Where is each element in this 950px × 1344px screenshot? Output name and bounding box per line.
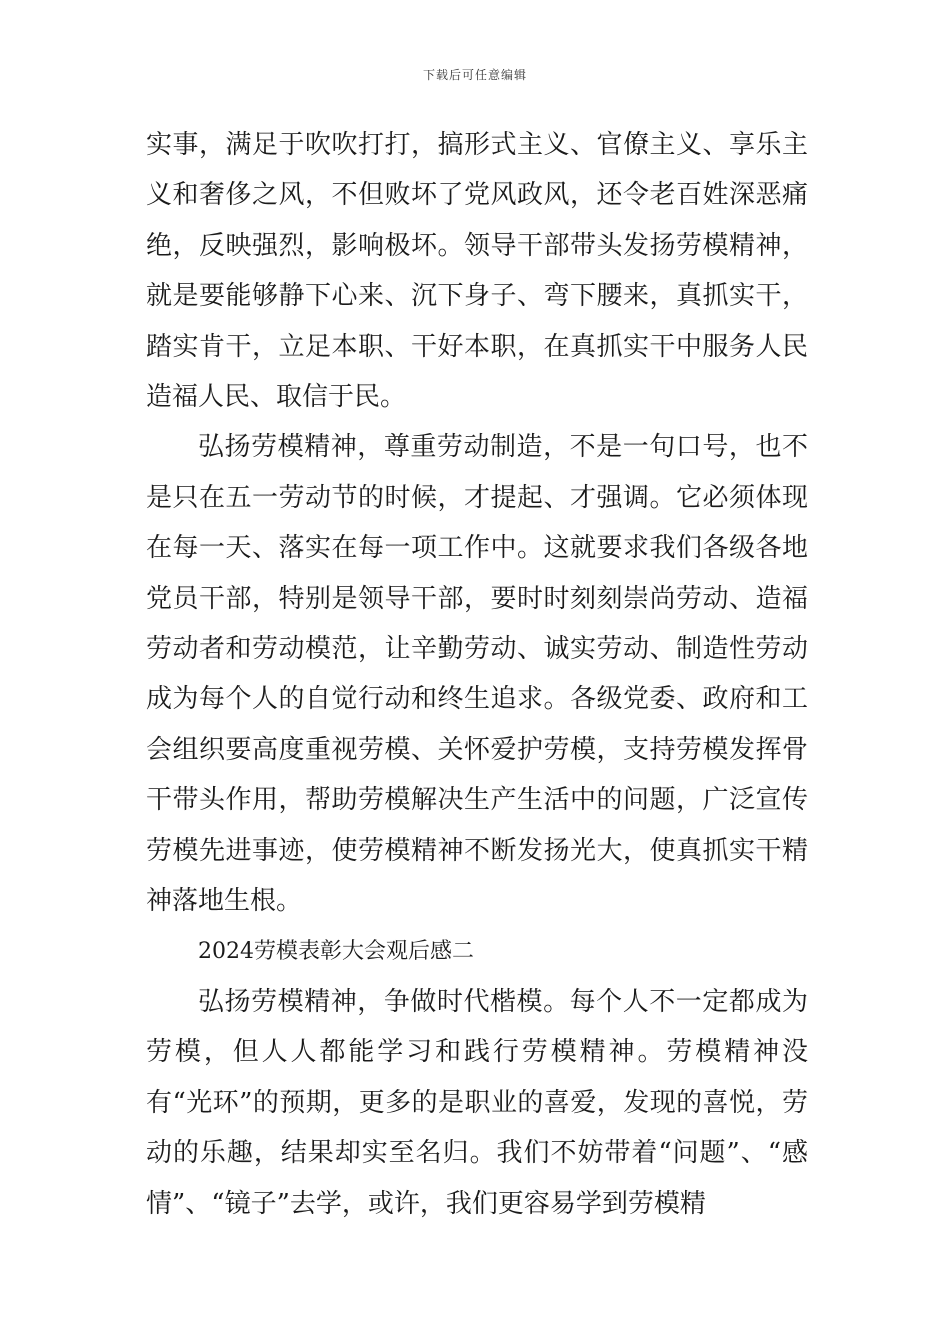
paragraph-1: 实事，满足于吹吹打打，搞形式主义、官僚主义、享乐主义和奢侈之风，不但败坏了党风政风，还令老百姓深恶痛绝，反映强烈，影响极坏。领导干部带头发扬劳模精神，就是要能够静下心来、沉下身子、弯下腰来，真抓实干，踏实肯干，立足本职、干好本职，在真抓实干中服务人民造福人民、取信于民。 [146, 130, 808, 413]
section-heading: 2024劳模表彰大会观后感二 [198, 938, 474, 964]
page-header: 下载后可任意编辑 [422, 68, 527, 82]
paragraph-3: 弘扬劳模精神，争做时代楷模。每个人不一定都成为劳模，但人人都能学习和践行劳模精神。劳模精神没有“光环”的预期，更多的是职业的喜爱，发现的喜悦，劳动的乐趣，结果却实至名归。我们不妨带着“问题”、“感情”、“镜子”去学，或许，我们更容易学到劳模精 [146, 986, 808, 1219]
document-body [146, 120, 808, 1229]
paragraph-2: 弘扬劳模精神，尊重劳动制造，不是一句口号，也不是只在五一劳动节的时候，才提起、才强调。它必须体现在每一天、落实在每一项工作中。这就要求我们各级各地党员干部，特别是领导干部，要时时刻刻崇尚劳动、造福劳动者和劳动模范，让辛勤劳动、诚实劳动、制造性劳动成为每个人的自觉行动和终生追求。各级党委、政府和工会组织要高度重视劳模、关怀爱护劳模，支持劳模发挥骨干带头作用，帮助劳模解决生产生活中的问题，广泛宣传劳模先进事迹，使劳模精神不断发扬光大，使真抓实干精神落地生根。 [146, 432, 808, 917]
